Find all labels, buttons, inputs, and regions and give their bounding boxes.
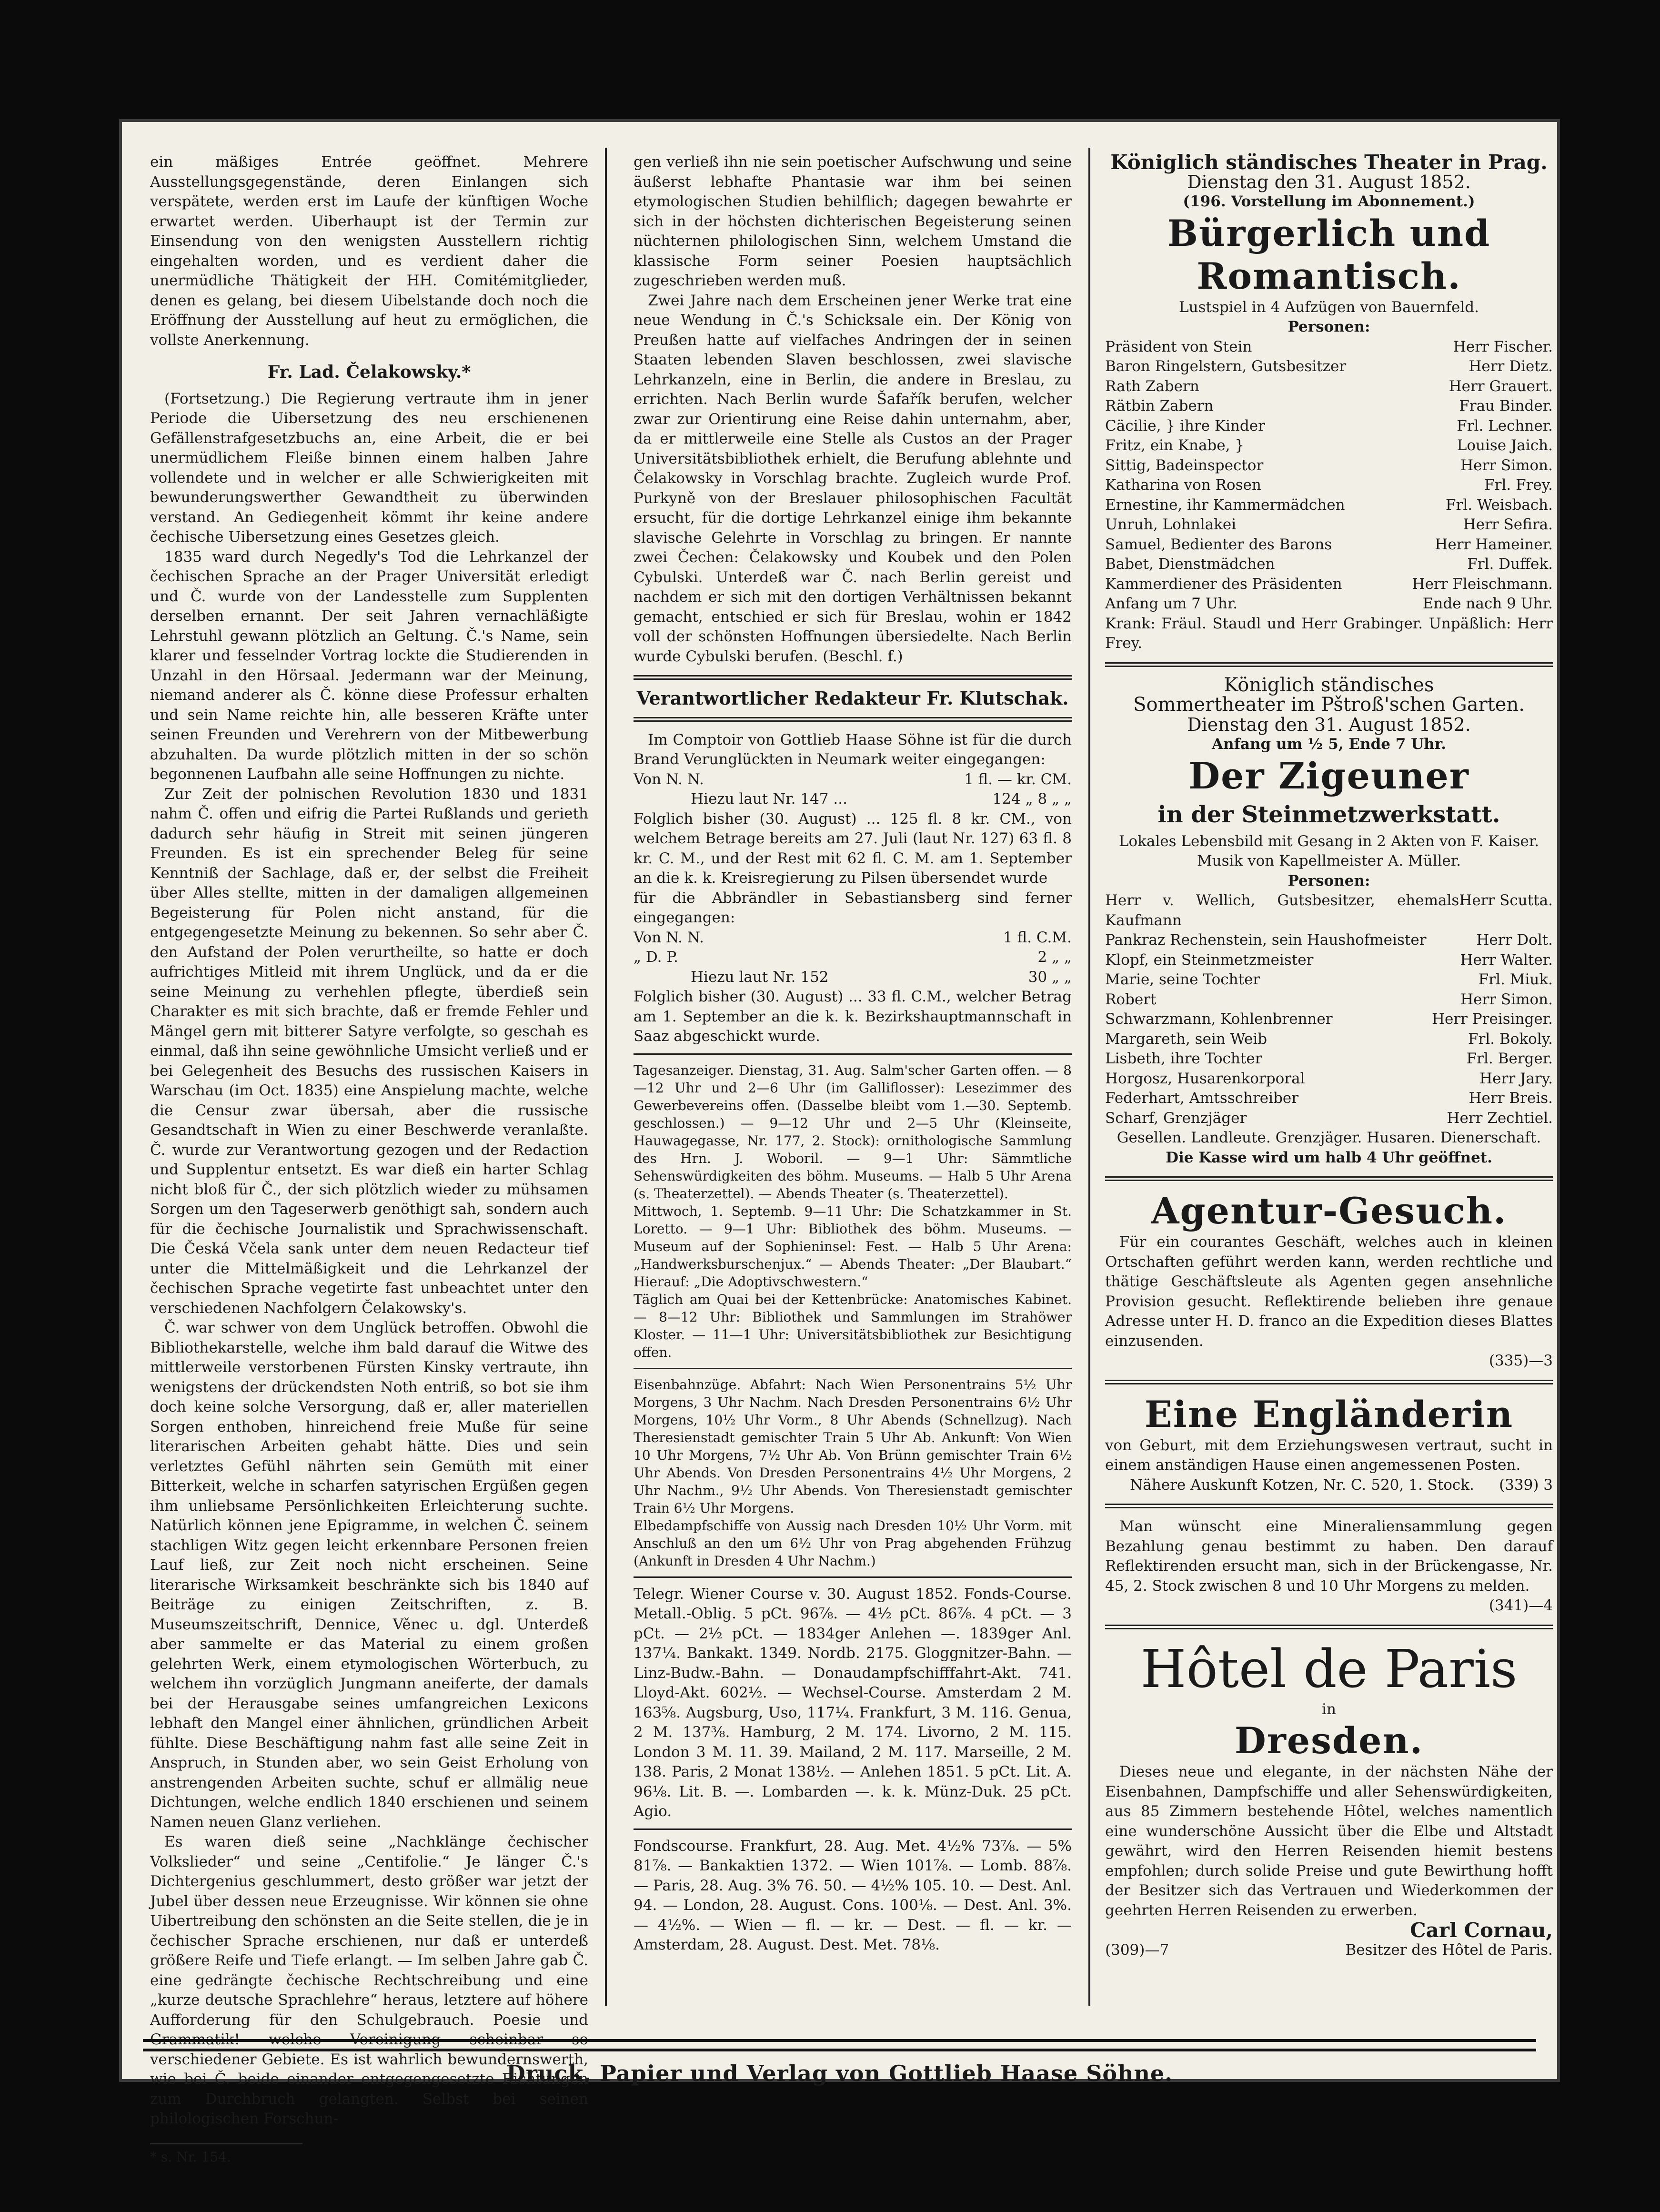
article-paragraph: (Fortsetzung.) Die Regierung vertraute ihm in jener Periode die Uibersetzung des neu erschienenen Gefällenstrafgesetzbuchs an, eine Arbeit, die er bei unermüdlichem Fleiße binnen einem halben Jahre vollendete und in welcher er alle Schwierigkeiten mit bewunderungswerther Gewandtheit zu überwinden verstand. An Gediegenheit kömmt ihr keine andere čechische Uibersetzung eines Gesetzes gleich. <box>150 390 588 545</box>
footer-rule <box>143 2039 1536 2051</box>
column-divider <box>1088 148 1090 2006</box>
cast-row: Rätbin Zabern Frau Binder. <box>1105 397 1553 414</box>
donation-row: Hiezu laut Nr. 147 ... 124 „ 8 „ „ <box>691 790 1072 808</box>
article-paragraph: Es waren dieß seine „Nachklänge čechischer Volkslieder“ und seine „Centifolie.“ Je länger Č.'s Dichtergenius geschlummert, desto größer war jetzt der Jubel über dessen neue Erzeugnisse. Wir können sie ohne Uibertreibung den schönsten an die Seite stellen, die je in čechischer Sprache erschienen, nur daß er unterdeß größere Reife und Tiefe erlangt. — Im selben Jahre gab Č. eine gedrängte čechische Rechtschreibung und eine „kurze deutsche Sprachlehre“ heraus, letztere auf höhere Aufforderung für den Schulgebrauch. Poesie und Grammatik! welche Vereinigung scheinbar so verschiedener Gebiete. Es ist wahrlich bewundernswerth, wie bei Č. beide einander entgegengesetzte Richtungen zum Durchbruch gelangten. Selbst bei seinen philologischen Forschun- <box>150 1833 588 2127</box>
theater-abo: (196. Vorstellung im Abonnement.) <box>1183 193 1475 210</box>
donation-row: Von N. N. 1 fl. C.M. <box>634 929 1072 946</box>
donation-total: Folglich bisher (30. August) ... 33 fl. C.M., welcher Betrag am 1. September an die k. k. Bezirkshauptmannschaft in Saaz abgeschickt wurde. <box>634 988 1072 1045</box>
cast-row: Federhart, Amtsschreiber Herr Breis. <box>1105 1090 1553 1107</box>
ad-title: Eine Engländerin <box>1144 1393 1514 1435</box>
extras: Gesellen. Landleute. Grenzjäger. Husaren. Dienerschaft. <box>1117 1129 1541 1146</box>
summer-theater-time: Anfang um ½ 5, Ende 7 Uhr. <box>1211 736 1446 753</box>
cast-row: Pankraz Rechenstein, sein Haushofmeister Herr Dolt. <box>1105 931 1553 949</box>
cast-row: Katharina von Rosen Frl. Frey. <box>1105 476 1553 494</box>
cast-row: Marie, seine Tochter Frl. Miuk. <box>1105 971 1553 988</box>
cast-list <box>1105 337 1553 595</box>
hotel-footer: (309)—7 Besitzer des Hôtel de Paris. <box>1105 1941 1553 1959</box>
play-title: Bürgerlich und Romantisch. <box>1167 212 1491 297</box>
cast-row: Scharf, Grenzjäger Herr Zechtiel. <box>1105 1109 1553 1127</box>
cast-row: Robert Herr Simon. <box>1105 990 1553 1008</box>
article-paragraph: gen verließ ihn nie sein poetischer Aufschwung und seine äußerst lebhafte Phantasie war ihm bei seinen etymologischen Studien behilflich; dagegen bewahrte er sich in der höchsten dichterischen Begeisterung seinen nüchternen philologischen Sinn, welchem Umstand die klassische Form seiner Poesien hauptsächlich zugeschrieben werden muß. <box>634 153 1072 289</box>
tagesanzeiger: Mittwoch, 1. Septemb. 9—11 Uhr: Die Schatzkammer in St. Loretto. — 9—1 Uhr: Bibliothek des böhm. Museums. — Museum auf der Sophieninsel: Fest. — Halb 5 Uhr Arena: „Handwerksburschenjux.“ — Abends Theater: „Der Blaubart.“ Hierauf: „Die Adoptivschwestern.“ <box>634 1203 1072 1290</box>
cast-row: Cäcilie, } ihre Kinder Frl. Lechner. <box>1105 417 1553 434</box>
cast-row: Baron Ringelstern, Gutsbesitzer Herr Dietz. <box>1105 358 1553 375</box>
cast-row: Unruh, Lohnlakei Herr Sefira. <box>1105 516 1553 533</box>
summer-theater-date: Dienstag den 31. August 1852. <box>1187 714 1471 735</box>
play-subtitle: Lustspiel in 4 Aufzügen von Bauernfeld. <box>1179 298 1479 316</box>
cast-row: Herr v. Wellich, Gutsbesitzer, ehemals Kaufmann Herr Scutta. <box>1105 892 1553 929</box>
box-office: Die Kasse wird um halb 4 Uhr geöffnet. <box>1166 1149 1492 1166</box>
column-middle <box>634 152 1072 1955</box>
hotel-city: Dresden. <box>1234 1719 1424 1762</box>
cast-row: Kammerdiener des Präsidenten Herr Fleischmann. <box>1105 575 1553 593</box>
hotel-in: in <box>1322 1700 1336 1718</box>
donation-intro: Im Comptoir von Gottlieb Haase Söhne ist für die durch Brand Verunglückten in Neumark weiter eingegangen: <box>634 731 1072 768</box>
cast-list <box>1105 891 1553 1128</box>
ad-number: (341)—4 <box>1489 1597 1553 1614</box>
krank-note: Krank: Fräul. Staudl und Herr Grabinger. Unpäßlich: Herr Frey. <box>1105 615 1553 652</box>
cast-row: Margareth, sein Weib Frl. Bokoly. <box>1105 1030 1553 1048</box>
donation-intro: für die Abbrändler in Sebastiansberg sind ferner eingegangen: <box>634 889 1072 926</box>
article-paragraph: Zwei Jahre nach dem Erscheinen jener Werke trat eine neue Wendung in Č.'s Schicksale ein. Der König von Preußen hatte auf vielfaches Andringen der in seinen Staaten lebenden Slaven beschlossen, zwei slavische Lehrkanzeln, eine in Berlin, die andere in Breslau, zu errichten. Nach Berlin wurde Šafařík berufen, welcher zwar zur Orientirung eine Reise dahin unternahm, aber, da er mittlerweile eine Stelle als Custos an der Prager Universitätsbibliothek erhielt, die Berufung ablehnte und Čelakowsky in Vorschlag brachte. Zugleich wurde Prof. Purkyně von der Breslauer philosophischen Facultät ersucht, für die dortige Lehrkanzel einige ihm bekannte slavische Gelehrte in Vorschlag zu bringen. Er nannte zwei Čechen: Čelakowsky und Koubek und den Polen Cybulski. Unterdeß war Č. nach Berlin gereist und nachdem er sich mit den dortigen Verhältnissen bekannt gemacht, entschied er sich für Breslau, wohin er 1842 voll der schönsten Hoffnungen übersiedelte. Nach Berlin wurde Cybulski berufen. (Beschl. f.) <box>634 292 1072 665</box>
article-paragraph: Zur Zeit der polnischen Revolution 1830 und 1831 nahm Č. offen und eifrig die Partei Rußlands und gerieth dadurch sehr häufig in Streit mit seinen jüngeren Freunden. Es ist ein sprechender Beleg für seine Kenntniß der Sachlage, daß er, der selbst die Freiheit über Alles stellte, mitten in der damaligen allgemeinen Begeisterung für Polen nicht anstand, für die entgegengesetzte Meinung zu bekennen. So sehr aber Č. den Aufstand der Polen verurtheilte, so hatte er doch aufrichtiges Mitleid mit ihrem Unglück, und da er die seine Meinung zu verhehlen pflegte, überdieß sein Charakter es mit sich brachte, daß er fremde Fehler und Mängel gern mit bitterer Satyre verfolgte, so geschah es einmal, daß ihn seine gewöhnliche Umsicht verließ und er bei Gelegenheit des Besuchs des russischen Kaisers in Warschau (im Oct. 1835) eine Anspielung machte, welche die Censur zwar übersah, aber die russische Gesandtschaft in Wien zu einer Beschwerde veranlaßte. Č. wurde zur Verantwortung gezogen und der Redaction und Supplentur entsetzt. Es war dieß ein harter Schlag nicht bloß für Č., der sich plötzlich wieder zu mühsamen Sorgen um den Tageserwerb genöthigt sah, sondern auch für die čechische Journalistik und Sprachwissenschaft. Die Česká Včela sank unter dem neuen Redacteur tief unter die Mittelmäßigkeit und die Lehrkanzel der čechischen Sprache vegetirte fast unbeachtet unter den verschiedenen Nachfolgern Čelakowsky's. <box>150 785 588 1317</box>
theater-date: Dienstag den 31. August 1852. <box>1187 171 1471 192</box>
divider <box>634 675 1072 680</box>
cast-row: Klopf, ein Steinmetzmeister Herr Walter. <box>1105 951 1553 969</box>
hotel-signature: Carl Cornau, <box>1410 1919 1553 1942</box>
editor-line: Verantwortlicher Redakteur Fr. Klutschak. <box>636 687 1069 709</box>
personen-heading: Personen: <box>1288 318 1370 335</box>
donation-row: Hiezu laut Nr. 152 30 „ „ <box>691 968 1072 986</box>
divider <box>634 1576 1072 1578</box>
cast-row: Babet, Dienstmädchen Frl. Duffek. <box>1105 556 1553 573</box>
cast-row: Schwarzmann, Kohlenbrenner Herr Preisinger. <box>1105 1010 1553 1028</box>
article-paragraph: Č. war schwer von dem Unglück betroffen. Obwohl die Bibliothekarstelle, welche ihm bald darauf die Witwe des mittlerweile verstorbenen Fürsten Kinsky vertraute, ihn wenigstens der drückendsten Noth entriß, so bot sie ihm doch keine solche Versorgung, daß er, aller materiellen Sorgen enthoben, hinreichend freie Muße für seine literarischen Arbeiten gehabt hätte. Dies und sein verletztes Gefühl nährten sein Gemüth mit einer Bitterkeit, welche in scharfen satyrischen Ergüßen gegen ihm unliebsame Persönlichkeiten Erleichterung suchte. Natürlich können jene Epigramme, in welchen Č. seinem stachligen Witz gegen leicht erkennbare Personen freien Lauf ließ, zur Zeit noch nicht erscheinen. Seine literarische Wirksamkeit beschränkte sich bis 1840 auf Beiträge zu einigen Zeitschriften, z. B. Museumszeitschrift, Dennice, Věnec u. dgl. Unterdeß aber sammelte er das Material zu einem großen gelehrten Werk, einem etymologischen Wörterbuch, zu welchem ihn vorzüglich Jungmann aneiferte, der damals bei der Herausgabe seines umfangreichen Lexicons lebhaft den Mangel einer ähnlichen, gründlichen Arbeit fühlte. Diese Beschäftigung nahm fast alle seine Zeit in Anspruch, in Stunden aber, wo sein Geist Erholung von anstrengenden Arbeiten suchte, schuf er allmälig neue Dichtungen, welche endlich 1840 erschienen und seinem Namen neuen Glanz verliehen. <box>150 1319 588 1831</box>
divider <box>1105 1176 1553 1181</box>
imprint: Druck, Papier und Verlag von Gottlieb Haase Söhne. <box>506 2060 1173 2086</box>
steamship-schedule: Elbedampfschiffe von Aussig nach Dresden 10½ Uhr Vorm. mit Anschluß an den um 6½ Uhr von Prag abgehenden Frühzug (Ankunft in Dresden 4 Uhr Nachm.) <box>634 1517 1072 1569</box>
ad-title: Agentur-Gesuch. <box>1151 1190 1507 1232</box>
play-title: Der Zigeuner <box>1188 754 1469 797</box>
tagesanzeiger: Tagesanzeiger. Dienstag, 31. Aug. Salm'scher Garten offen. — 8—12 Uhr und 2—6 Uhr (im Galliflosser): Lesezimmer des Gewerbevereins offen. (Dasselbe bleibt vom 1.—30. Septemb. geschlossen.) — 9—12 Uhr und 2—5 Uhr (Kleinseite, Hauwagegasse, Nr. 177, 2. Stock): ornithologische Sammlung des Hrn. J. Woboril. — 9—1 Uhr: Sämmtliche Sehenswürdigkeiten des böhm. Museums. — Halb 5 Uhr Arena (s. Theaterzettel). — Abends Theater (s. Theaterzettel). <box>634 1062 1072 1202</box>
divider <box>634 1828 1072 1830</box>
cast-row: Fritz, ein Knabe, } Louise Jaich. <box>1105 437 1553 454</box>
ad-text: Man wünscht eine Mineraliensammlung gegen Bezahlung genau bestimmt zu haben. Den darauf Reflektirenden ersucht man, sich in der Brückengasse, Nr. 45, 2. Stock zwischen 8 und 10 Uhr Morgens zu melden. <box>1105 1518 1553 1595</box>
hotel-title: Hôtel de Paris <box>1140 1638 1518 1699</box>
divider <box>634 717 1072 722</box>
fonds-course: Fondscourse. Frankfurt, 28. Aug. Met. 4½% 73⅞. — 5% 81⅞. — Bankaktien 1372. — Wien 101⅞. — Lomb. 88⅞. — Paris, 28. Aug. 3% 76. 50. — 4½% 105. 10. — Dest. Anl. 94. — London, 28. August. Cons. 100⅛. — Dest. Anl. 3%. — 4½%. — Wien — fl. — kr. — Dest. — fl. — kr. — Amsterdam, 28. August. Dest. Met. 78⅛. <box>634 1837 1072 1953</box>
donation-row: „ D. P. 2 „ „ <box>634 949 1072 966</box>
cast-row: Samuel, Bedienter des Barons Herr Hameiner. <box>1105 535 1553 553</box>
cast-row: Horgosz, Husarenkorporal Herr Jary. <box>1105 1070 1553 1087</box>
tagesanzeiger: Täglich am Quai bei der Kettenbrücke: Anatomisches Kabinet. — 8—12 Uhr: Bibliothek und Sammlungen im Strahöwer Kloster. — 11—1 Uhr: Universitätsbibliothek zur Besichtigung offen. <box>634 1291 1072 1360</box>
divider <box>1105 1625 1553 1629</box>
newspaper-page <box>119 119 1560 2165</box>
divider <box>1105 1504 1553 1508</box>
divider <box>634 1368 1072 1369</box>
article-paragraph: 1835 ward durch Negedly's Tod die Lehrkanzel der čechischen Sprache an der Prager Universität erledigt und Č. wurde von der Landesstelle zum Supplenten derselben ernannt. Der seit Jahren vernachläßigte Lehrstuhl gewann plötzlich an Geltung. Č.'s Name, sein klarer und fesselnder Vortrag lockte die Studierenden in Unzahl in den Hörsaal. Jedermann war der Meinung, niemand anderer als Č. könne diese Professur erhalten und sein Name reichte hin, alle besseren Kräfte unter seinen Freunden und Verehrern von der Mitbewerbung abzuhalten. Da wurde plötzlich mitten in der so schön begonnenen Laufbahn alle seine Hoffnungen zu nichte. <box>150 548 588 783</box>
theater-title: Königlich ständisches Theater in Prag. <box>1110 151 1548 174</box>
cast-row: Rath Zabern Herr Grauert. <box>1105 377 1553 395</box>
ad-info: Nähere Auskunft Kotzen, Nr. C. 520, 1. Stock. (339) 3 <box>1130 1476 1553 1494</box>
donation-row: Von N. N. 1 fl. — kr. CM. <box>634 770 1072 788</box>
donation-total: Folglich bisher (30. August) ... 125 fl. 8 kr. CM., von welchem Betrage bereits am 27. Juli (laut Nr. 127) 63 fl. 8 kr. C. M., und der Rest mit 62 fl. C. M. am 1. September an die k. k. Kreisregierung zu Pilsen übersendet wurde <box>634 810 1072 887</box>
play-title-sub: in der Steinmetzwerkstatt. <box>1157 801 1500 828</box>
play-subtitle: Lokales Lebensbild mit Gesang in 2 Akten von F. Kaiser. Musik von Kapellmeister A. Müller. <box>1118 832 1539 869</box>
cast-row: Ernestine, ihr Kammermädchen Frl. Weisbach. <box>1105 496 1553 514</box>
summer-theater-title: Königlich ständisches <box>1224 674 1434 696</box>
ad-text: Für ein courantes Geschäft, welches auch in kleinen Ortschaften geführt werden kann, werden rechtliche und thätige Geschäftsleute als Agenten gegen ansehnliche Provision gesucht. Reflektirende belieben ihre genaue Adresse unter H. D. franco an die Expedition dieses Blattes einzusenden. <box>1105 1233 1553 1350</box>
footnote: * s. Nr. 154. <box>150 2143 302 2167</box>
article-heading: Fr. Lad. Čelakowsky.* <box>267 362 471 382</box>
article-intro: ein mäßiges Entrée geöffnet. Mehrere Ausstellungsgegenstände, deren Einlangen sich verspätete, werden erst im Laufe der künftigen Woche erwartet werden. Uiberhaupt ist der Termin zur Einsendung von den wenigsten Ausstellern richtig eingehalten worden, und es verdient daher die unermüdliche Thätigkeit der HH. Comitémitglieder, denen es gelang, bei diesem Uibelstande doch noch die Eröffnung der Ausstellung auf heut zu ermöglichen, die vollste Anerkennung. <box>150 153 588 349</box>
personen-heading: Personen: <box>1288 872 1370 889</box>
column-left <box>150 152 588 2167</box>
railway-schedule: Eisenbahnzüge. Abfahrt: Nach Wien Personentrains 5½ Uhr Morgens, 3 Uhr Nachm. Nach Dresden Personentrains 6½ Uhr Morgens, 10½ Uhr Vorm., 8 Uhr Abends (Schnellzug). Nach Theresienstadt gemischter Train 5 Uhr Ab. Ankunft: Von Wien 10 Uhr Morgens, 7½ Uhr Ab. Von Brünn gemischter Train 6½ Uhr Abends. Von Dresden Personentrains 4½ Uhr Morgens, 2 Uhr Nachm., 9½ Uhr Abends. Von Theresienstadt gemischter Train 6½ Uhr Morgens. <box>634 1376 1072 1516</box>
column-right <box>1105 152 1553 1960</box>
column-divider <box>605 148 607 2006</box>
hotel-text: Dieses neue und elegante, in der nächsten Nähe der Eisenbahnen, Dampfschiffe und aller Sehenswürdigkeiten, aus 85 Zimmern bestehende Hôtel, welches namentlich eine wunderschöne Aussicht über die Elbe und Altstadt gewährt, wird den Herren Reisenden hiemit bestens empfohlen; durch solide Preise und gute Bewirthung hofft der Besitzer sich das Vertrauen und Wiederkommen der geehrten Herren Reisenden zu erwerben. <box>1105 1763 1553 1919</box>
theater-times: Anfang um 7 Uhr. Ende nach 9 Uhr. <box>1105 595 1553 612</box>
divider <box>1105 1380 1553 1384</box>
ad-number: (335)—3 <box>1489 1352 1553 1369</box>
ad-text: von Geburt, mit dem Erziehungswesen vertraut, sucht in einem anständigen Hause einen angemessenen Posten. <box>1105 1436 1553 1474</box>
cast-row: Präsident von Stein Herr Fischer. <box>1105 338 1553 355</box>
cast-row: Sittig, Badeinspector Herr Simon. <box>1105 456 1553 474</box>
divider <box>1105 662 1553 667</box>
divider <box>634 1053 1072 1055</box>
exchange-rates: Telegr. Wiener Course v. 30. August 1852. Fonds-Course. Metall.-Oblig. 5 pCt. 96⅞. — 4½ pCt. 86⅞. 4 pCt. — 3 pCt. — 2½ pCt. — 1834ger Anlehen —. 1839ger Anl. 137¼. Bankakt. 1349. Nordb. 2175. Gloggnitzer-Bahn. — Linz-Budw.-Bahn. — Donaudampfschifffahrt-Akt. 741. Lloyd-Akt. 602½. — Wechsel-Course. Amsterdam 2 M. 163⅝. Augsburg, Uso, 117¼. Frankfurt, 3 M. 116. Genua, 2 M. 137⅜. Hamburg, 2 M. 174. Livorno, 2 M. 115. London 3 M. 11. 39. Mailand, 2 M. 117. Marseille, 2 M. 138. Paris, 2 Monat 138½. — Anlehen 1851. 5 pCt. Lit. A. 96⅛. Lit. B. —. Lombarden —. k. k. Münz-Duk. 25 pCt. Agio. <box>634 1585 1072 1820</box>
cast-row: Lisbeth, ihre Tochter Frl. Berger. <box>1105 1050 1553 1067</box>
summer-theater-title: Sommertheater im Pštroß'schen Garten. <box>1133 694 1525 716</box>
